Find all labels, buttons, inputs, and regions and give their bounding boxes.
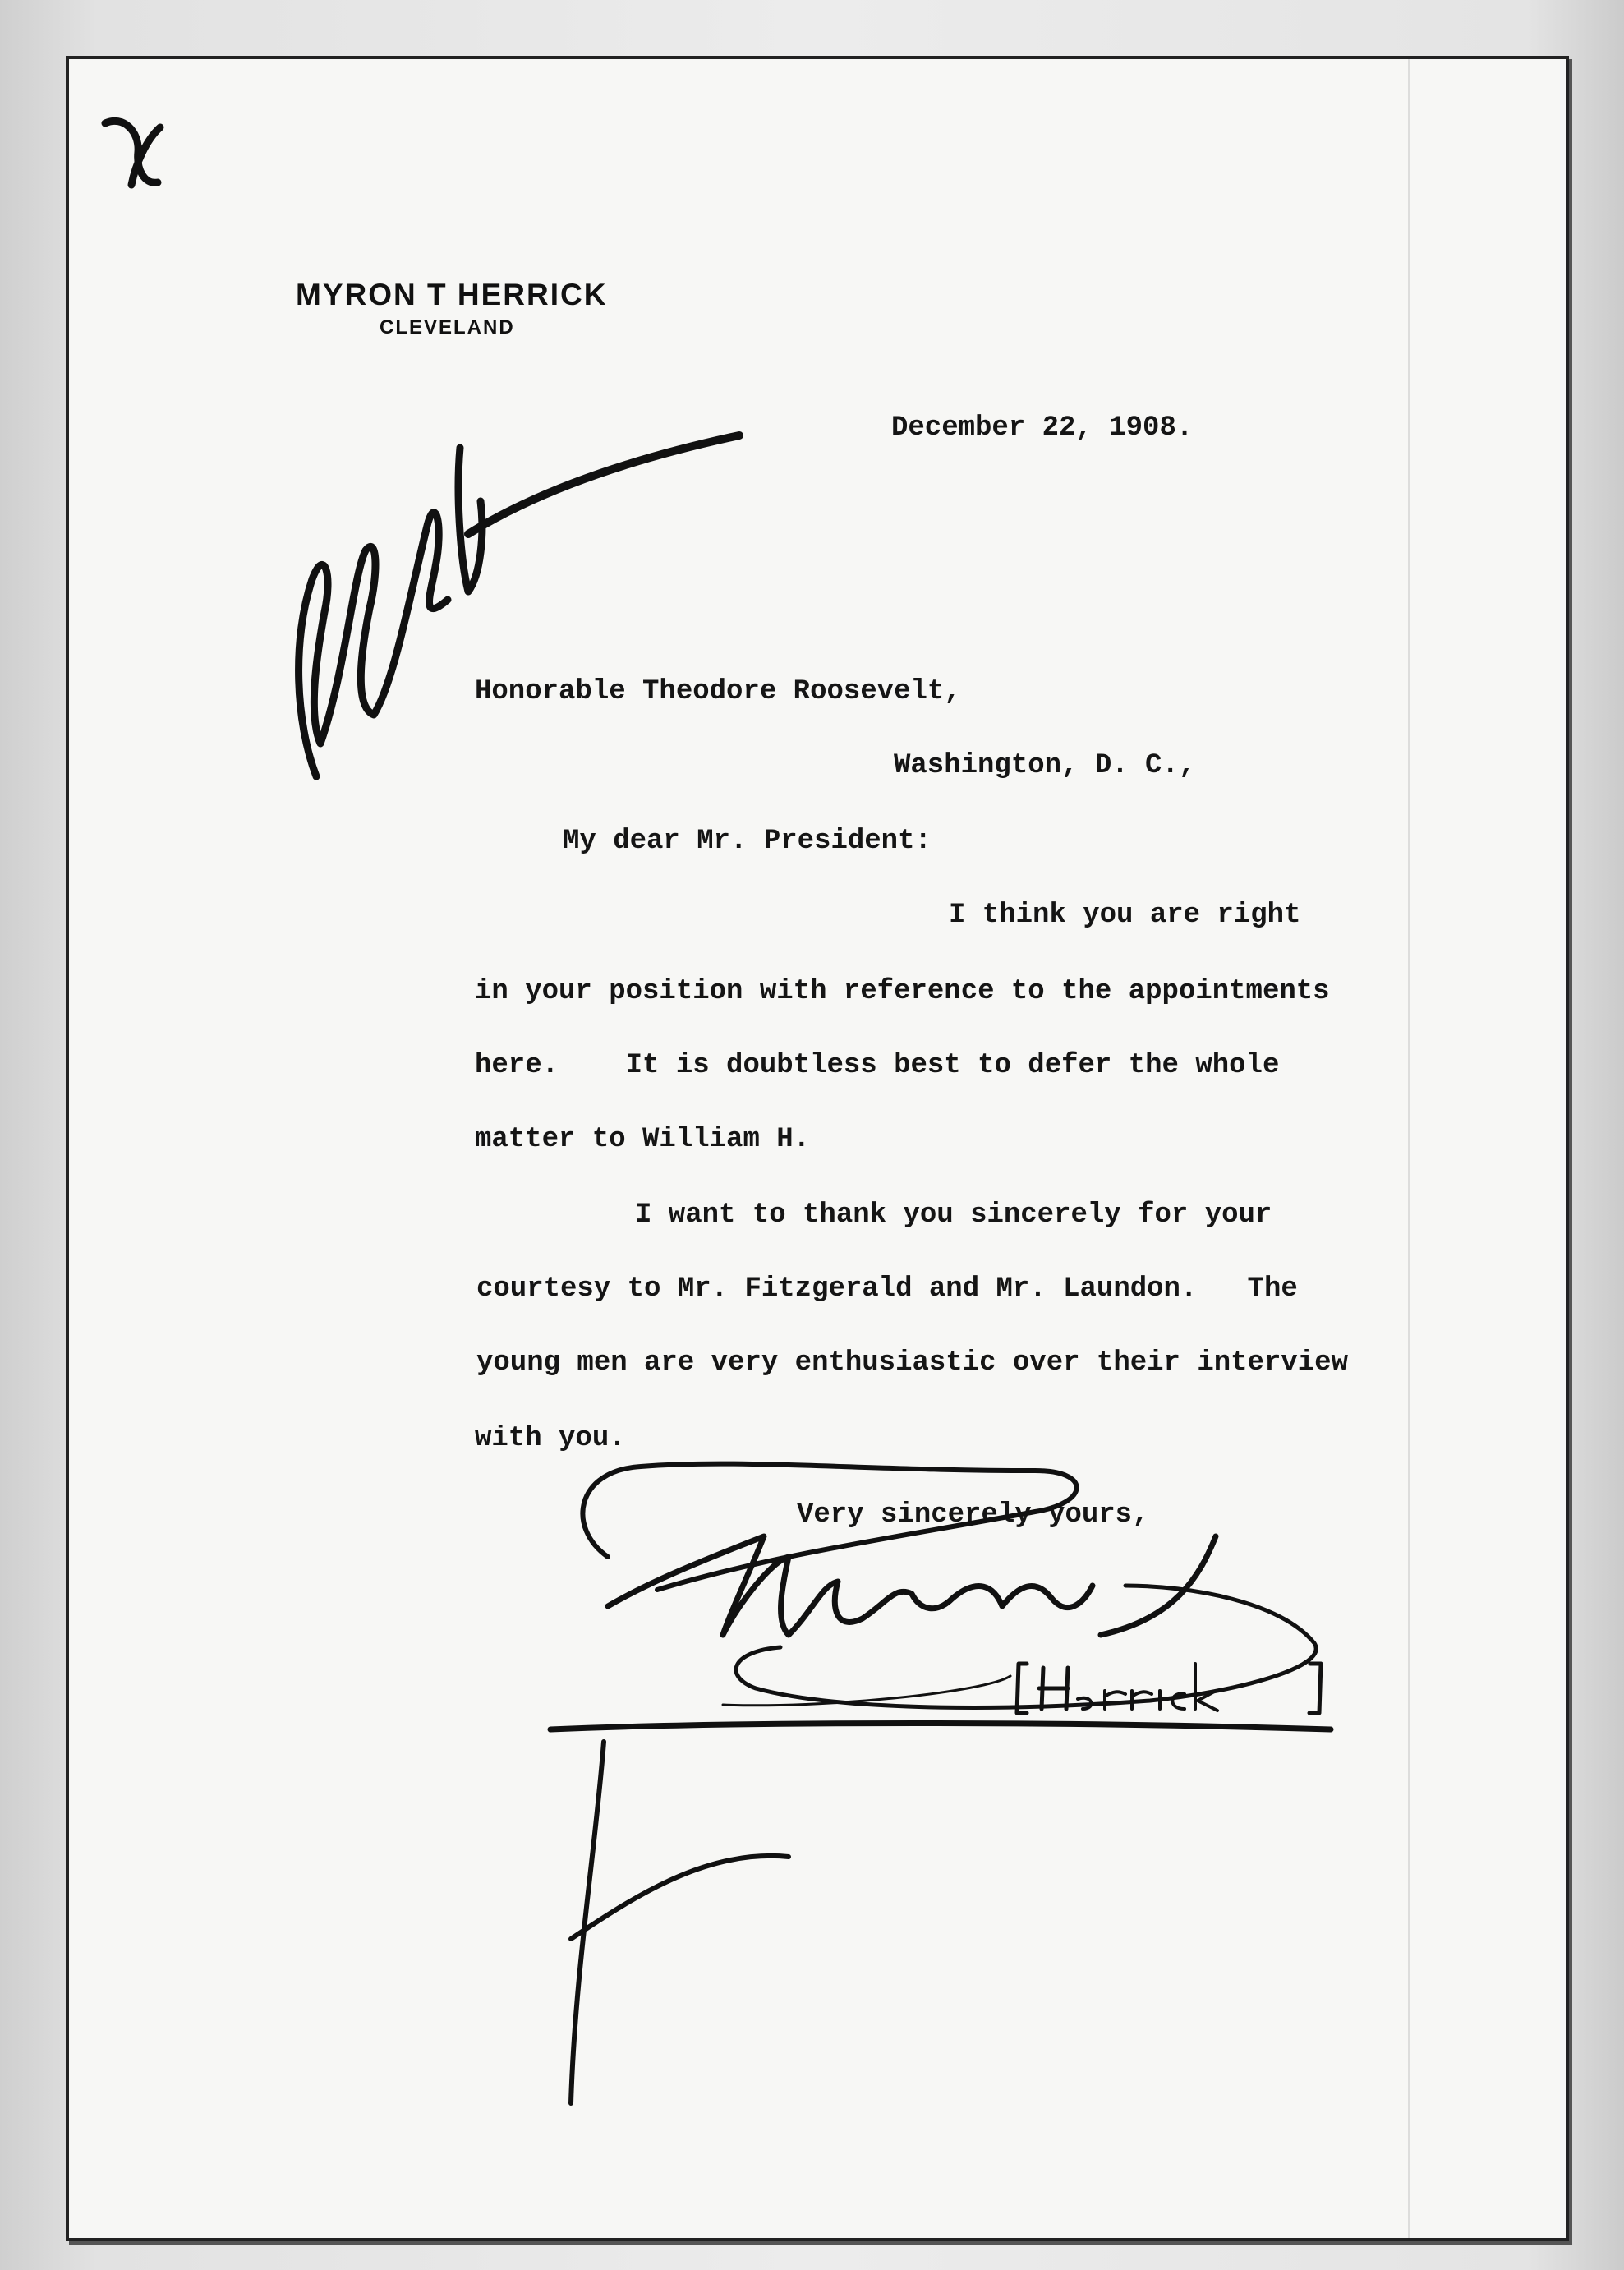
body-line: I want to thank you sincerely for your <box>635 1199 1272 1231</box>
body-line: young men are very enthusiastic over their interview <box>476 1347 1348 1379</box>
body-line: here. It is doubtless best to defer the whole <box>475 1050 1280 1081</box>
letterhead-name: MYRON T HERRICK <box>296 278 608 311</box>
body-line: courtesy to Mr. Fitzgerald and Mr. Laundon. The <box>476 1273 1298 1305</box>
body-line: in your position with reference to the appointments <box>475 976 1330 1007</box>
salutation: My dear Mr. President: <box>563 826 932 857</box>
letter-date: December 22, 1908. <box>891 412 1194 444</box>
closing: Very sincerely yours, <box>797 1499 1149 1531</box>
letter-sheet <box>66 56 1569 2241</box>
body-line: matter to William H. <box>475 1124 811 1155</box>
body-line: with you. <box>475 1423 626 1454</box>
paper-fold-line <box>1408 59 1410 2238</box>
recipient-place: Washington, D. C., <box>894 750 1196 781</box>
recipient-name: Honorable Theodore Roosevelt, <box>475 676 961 707</box>
body-line: I think you are right <box>949 900 1301 931</box>
letterhead-city: CLEVELAND <box>380 316 515 338</box>
